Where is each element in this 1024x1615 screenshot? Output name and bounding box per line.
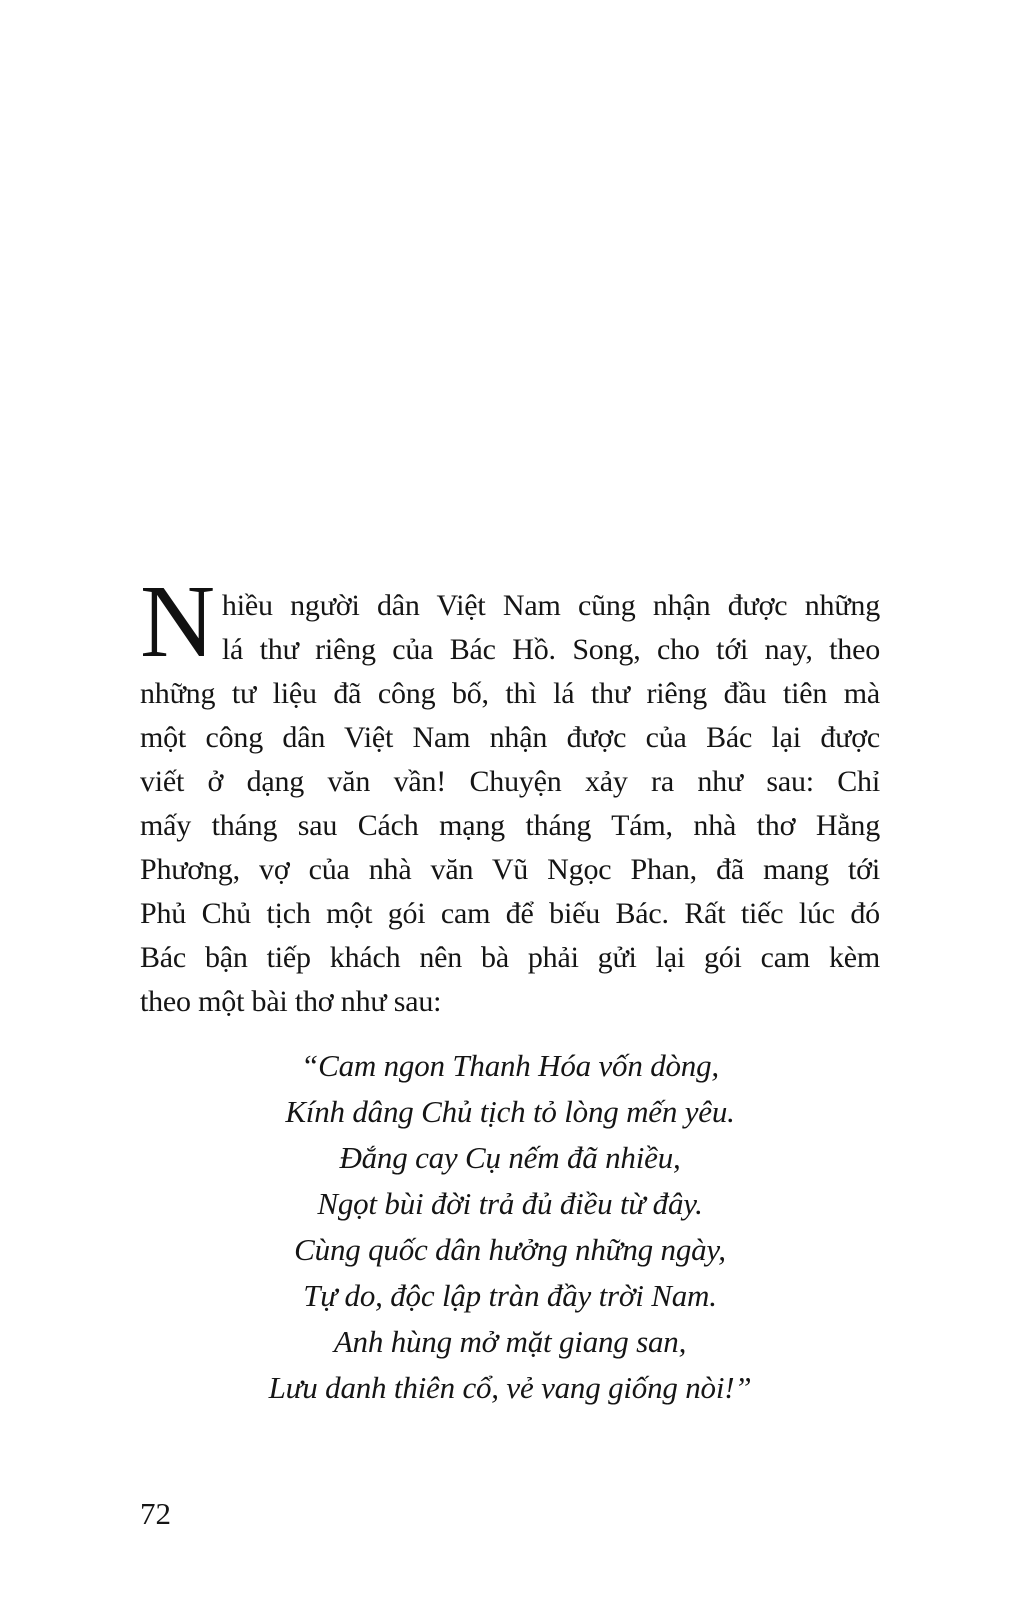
paragraph-line: một công dân Việt Nam nhận được của Bác lại được — [140, 721, 880, 754]
poem-line: Anh hùng mở mặt giang san, — [333, 1324, 687, 1359]
paragraph-line: Phủ Chủ tịch một gói cam để biếu Bác. Rất tiếc lúc đó — [140, 897, 880, 930]
paragraph-line: Bác bận tiếp khách nên bà phải gửi lại gói cam kèm — [140, 941, 880, 974]
paragraph-line: những tư liệu đã công bố, thì lá thư riêng đầu tiên mà — [140, 677, 880, 710]
poem — [140, 1043, 880, 1411]
paragraph-line: viết ở dạng văn vần! Chuyện xảy ra như sau: Chỉ — [140, 765, 880, 798]
body-paragraph — [140, 564, 880, 1024]
poem-line: Kính dâng Chủ tịch tỏ lòng mến yêu. — [285, 1094, 735, 1129]
page-number: 72 — [140, 1496, 171, 1531]
paragraph-line: lá thư riêng của Bác Hồ. Song, cho tới nay, theo — [221, 633, 880, 666]
poem-line: Tự do, độc lập tràn đầy trời Nam. — [303, 1278, 717, 1313]
poem-line: Ngọt bùi đời trả đủ điều từ đây. — [317, 1186, 703, 1221]
poem-line: Cùng quốc dân hưởng những ngày, — [294, 1232, 726, 1267]
poem-line: Đắng cay Cụ nếm đã nhiều, — [339, 1140, 681, 1175]
poem-line: “Cam ngon Thanh Hóa vốn dòng, — [301, 1048, 719, 1083]
text-block — [140, 564, 880, 1411]
paragraph-line: mấy tháng sau Cách mạng tháng Tám, nhà thơ Hằng — [140, 809, 880, 842]
paragraph-line: Phương, vợ của nhà văn Vũ Ngọc Phan, đã mang tới — [140, 853, 880, 886]
drop-cap: N — [140, 564, 215, 679]
poem-line: Lưu danh thiên cổ, vẻ vang giống nòi!” — [268, 1370, 752, 1405]
paragraph-line: theo một bài thơ như sau: — [140, 985, 442, 1018]
paragraph-line: hiều người dân Việt Nam cũng nhận được những — [221, 589, 880, 622]
